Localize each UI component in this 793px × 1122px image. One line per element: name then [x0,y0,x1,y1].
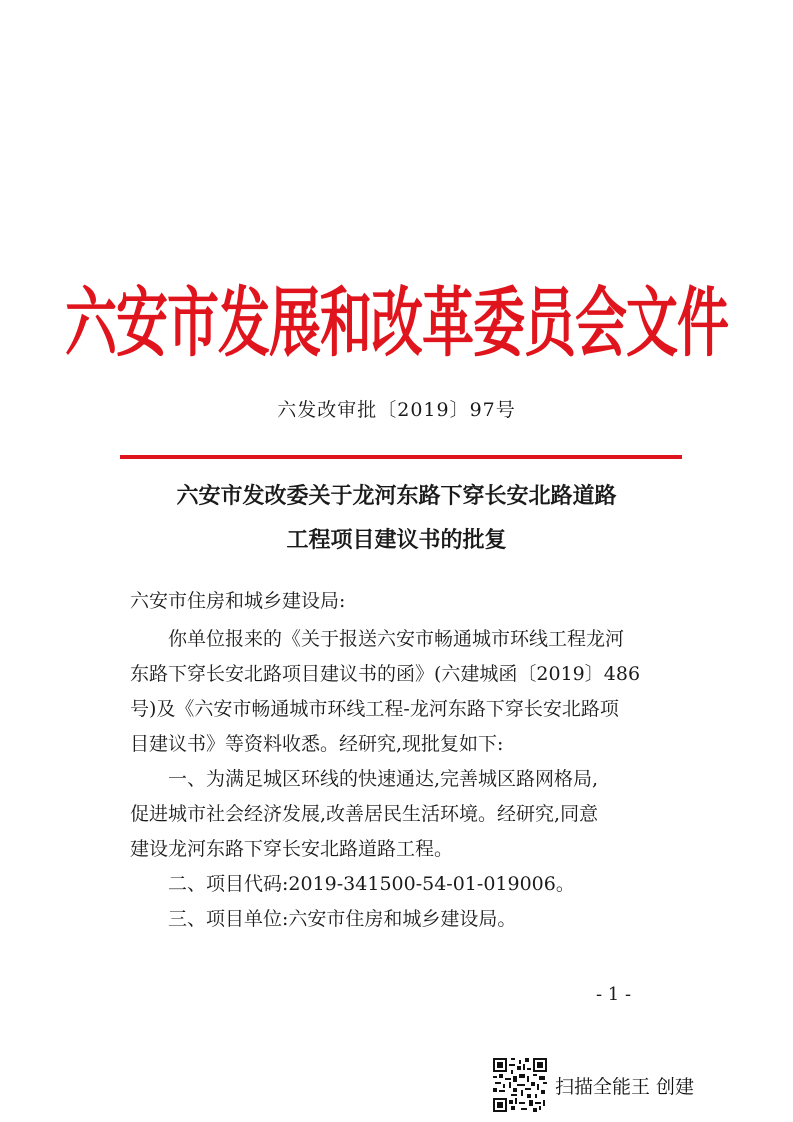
body-line: 号)及《六安市畅通城市环线工程-龙河东路下穿长安北路项 [130,698,619,720]
addressee: 六安市住房和城乡建设局: [130,590,346,612]
body-line: 目建议书》等资料收悉。经研究,现批复如下: [130,733,504,755]
body-line: 二、项目代码:2019-341500-54-01-019006。 [168,873,575,895]
body-line: 三、项目单位:六安市住房和城乡建设局。 [168,908,517,930]
body-line: 你单位报来的《关于报送六安市畅通城市环线工程龙河 [168,628,625,650]
document-header-title: 六安市发展和改革委员会文件 [64,280,728,368]
document-subject [0,474,793,562]
page-number: - 1 - [596,984,632,1005]
document-body [130,622,670,937]
qr-code-icon [493,1058,547,1112]
body-line: 促进城市社会经济发展,改善居民生活环境。经研究,同意 [130,803,599,825]
watermark-text: 扫描全能王 创建 [555,1075,695,1098]
subject-line-1: 六安市发改委关于龙河东路下穿长安北路道路 [176,483,617,509]
body-line: 一、为满足城区环线的快速通达,完善城区路网格局, [168,768,599,790]
body-line: 建设龙河东路下穿长安北路道路工程。 [130,838,454,860]
body-line: 东路下穿长安北路项目建议书的函》(六建城函〔2019〕486 [130,663,641,685]
scanner-watermark [493,1058,694,1112]
document-number: 六发改审批〔2019〕97号 [277,399,516,421]
red-divider-line [120,455,682,459]
subject-line-2: 工程项目建议书的批复 [286,527,507,553]
